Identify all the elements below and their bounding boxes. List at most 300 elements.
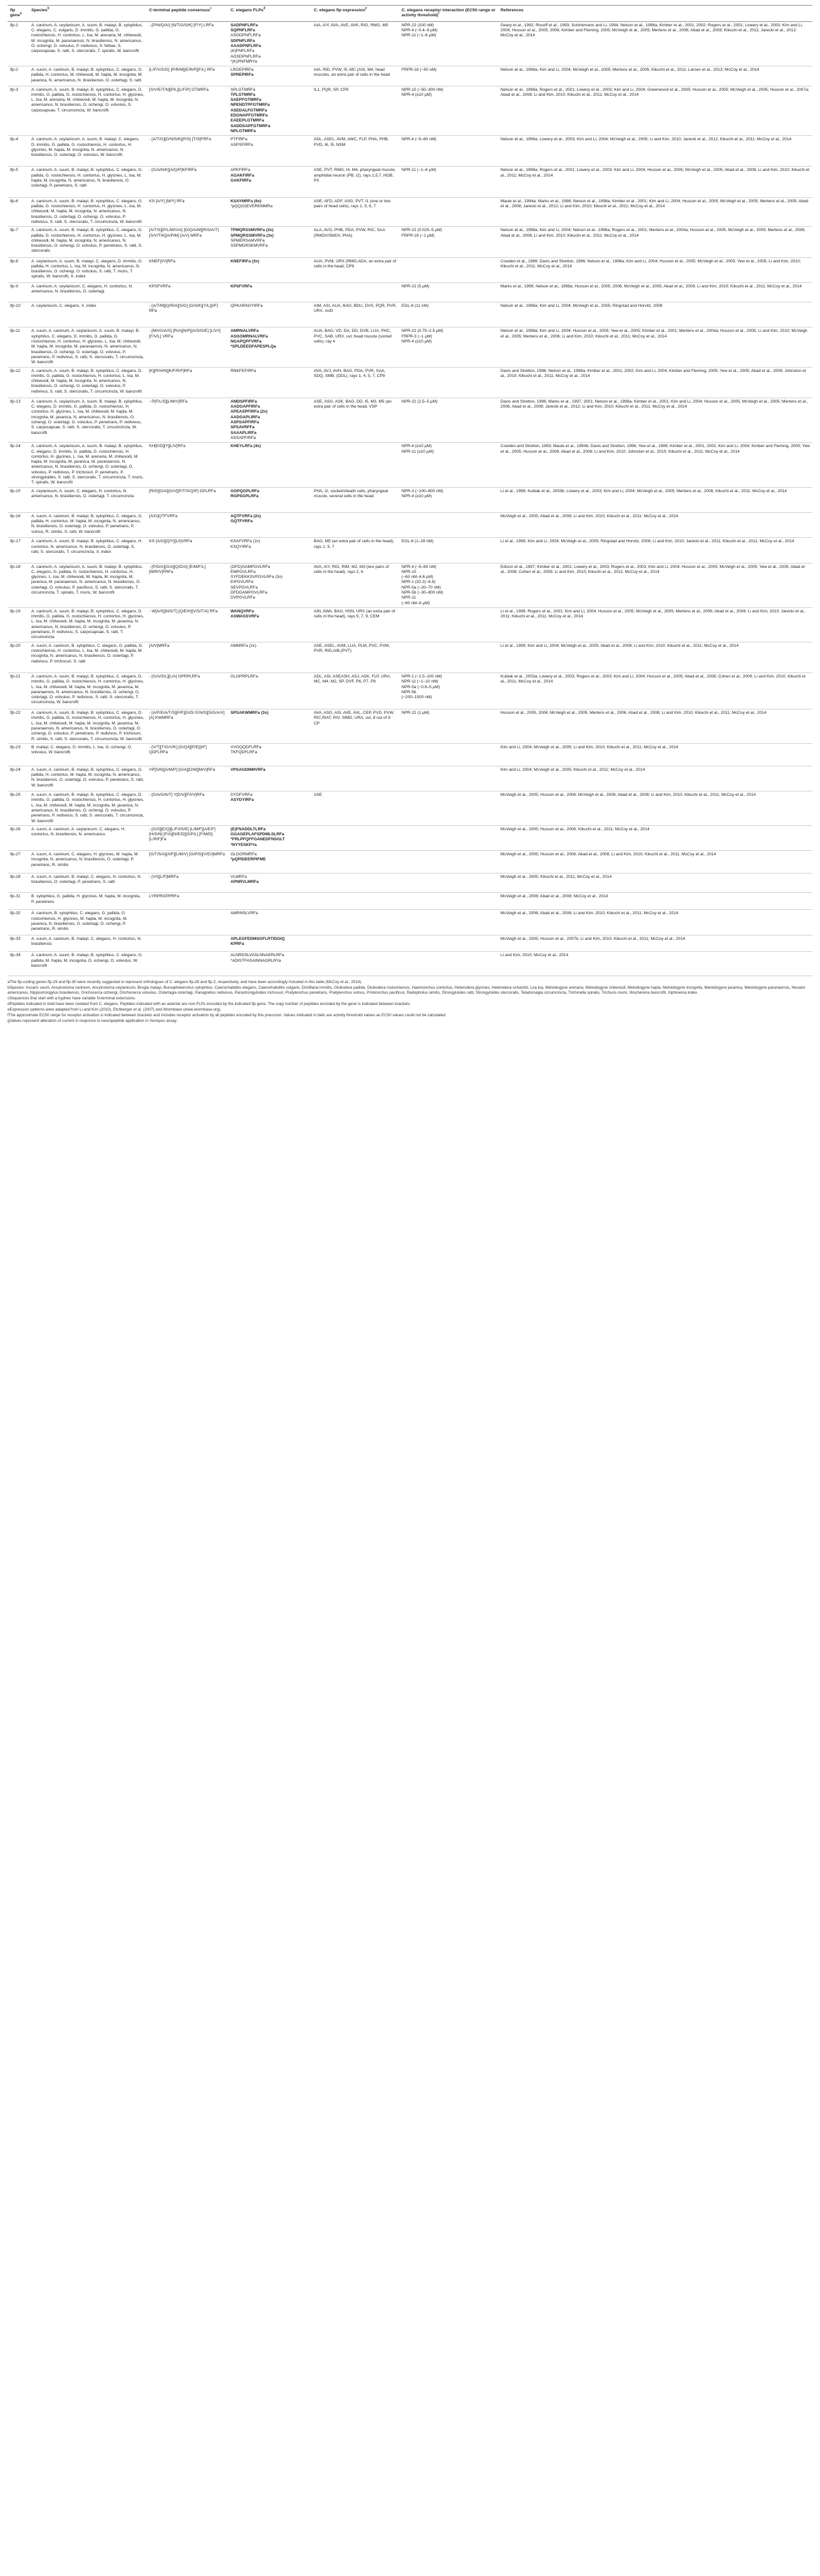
references-cell: Li et al., 1999; Rogers et al., 2001; Kim and Li, 2004; Husson et al., 2005; McVeigh et al., 2005; Mertens et al., 2006; Abad et al., 2008; Li and Kim, 2010; Jarecki et al., 2011; Kikuchi et al., 2011; McCoy et al., 2014: [498, 607, 812, 642]
peptide-item: NPLGTMRFa: [231, 128, 256, 133]
receptor-cell: NPR-22 (1 µM): [399, 709, 498, 744]
peptide-item: (E)FNADDLTLRFa: [231, 827, 266, 832]
gene-cell: flp-32: [8, 910, 29, 935]
references-cell: Cowden et al., 1989; Davis and Stretton, 1996; Nelson et al., 1998a; Kim and Li, 2004; Husson et al., 2005; McVeigh et al., 2005; Yew et al., 2005; Li and Kim, 2010; Kikuchi et al., 2011; McCoy et al., 2014: [498, 257, 812, 282]
flps-cell: [228, 766, 311, 791]
gene-cell: flp-15: [8, 487, 29, 512]
table-row: [8, 227, 812, 257]
peptide-item: KHEYLRFa (4x): [231, 444, 261, 449]
gene-cell: flp-24: [8, 766, 29, 791]
flps-cell: [228, 282, 311, 302]
table-row: [8, 443, 812, 487]
receptor-cell: NPR-22 (5 µM): [399, 282, 498, 302]
peptide-item: SPSAVRFFa: [231, 425, 255, 430]
consensus-cell: [147, 910, 228, 935]
peptide-item: TPLGTMRFa: [231, 92, 256, 97]
flps-cell: [228, 952, 311, 976]
peptide-item: ALNRDSLVASLNNAERLRFa: [231, 953, 284, 958]
expression-cell: AUA, PVM, URX (RMG,ADA, an extra pair of cells in the head, CP9: [311, 257, 399, 282]
species-cell: A. caninum, A. suum, B. malayi, B. xylophilus, C. elegans, G. pallida, G. rostochiensis, H. contortus, H. glycines, L. loa, M. hapla, M. incognita, N. americanus, N. brasiliensis, O. ostertagi, P. penetrans, S. ratti: [29, 167, 147, 197]
peptide-item: ASGGMRNALVRFa: [231, 334, 268, 339]
footnotes: [8, 980, 812, 1024]
expression-cell: AVA, AIY, RIG, RIM, M2, M3 (two pairs of cells in the head), rays 2, 6: [311, 563, 399, 607]
receptor-cell: [399, 257, 498, 282]
species-cell: A. caninum, A. suum, B. malayi, B. xylophilus, C. elegans, G. pallida, G. rostochiensis, H. contortus, H. glycines, L. loa, M. chitwoodi, M. hapla, M. incognita, N. americanus, N. brasiliensis, O. ostertagi, O. ochengi, O. volvulus, P. redivivus, S. ratti, S. stercoralis, T. circumcincta, W. bancrofti: [29, 197, 147, 226]
peptide-item: AADGAPLIRFa: [231, 415, 260, 420]
consensus-cell: - [P/N/Q/A/] [N/T/G/S/K] [F/Y] LRFa: [147, 21, 228, 66]
gene-cell: flp-22: [8, 709, 29, 744]
peptide-item: (K)PNFLRFa: [231, 49, 255, 54]
gene-cell: flp-11: [8, 327, 29, 367]
consensus-cell: - [A/T/M][Q/R/A][S/G] [G/S/K][Y/L][I/F] RFa: [147, 302, 228, 327]
header-consensus: C-terminal peptide consensus$^c$: [147, 6, 228, 22]
species-cell: A. suum, A. caninum, A. ceylanicum, A. suum, B. malayi, B. xylophilus, C. elegans, D. immitis, G. pallida, G. rostochiensis, H. contortus, H. glycines, L. loa, M. chitwoodi, M. hapla, M. incognita, M. paranaensis, N. americanus, N. brasiliensis, O. ochengi, O. ostertagi, O. volvulus, P. penetrans, P. redivivus, S. ratti, S. stercoralis, T. circumcincta, W. bancrofti: [29, 327, 147, 367]
peptide-item: SPLGTMRFa: [231, 87, 256, 92]
flps-cell: [228, 136, 311, 167]
peptide-item: *NYYESKPYa: [231, 842, 257, 847]
gene-cell: flp-23: [8, 743, 29, 766]
peptide-item: AADGAPFIRFa: [231, 404, 260, 410]
receptor-cell: [399, 642, 498, 672]
expression-cell: ASE, PVT, RMG, I4, M4, pharyngeal muscle, amphidial neuron (PB, I2), rays 1,5,7, HOB, PII: [311, 167, 399, 197]
expression-cell: [311, 282, 399, 302]
table-row: [8, 607, 812, 642]
gene-cell: flp-18: [8, 563, 29, 607]
header-expression: C. elegans flp expression$^e$: [311, 6, 399, 22]
consensus-cell: VP[S/N][A/M/P] [G/A][D/M][M/V]RFa: [147, 766, 228, 791]
expression-cell: ASE, ASG, ASK, BAG, DD, I5, M3, M5 (an extra pair of cells in the head, VSP: [311, 398, 399, 442]
table-row: [8, 66, 812, 86]
table-header-row: [8, 6, 812, 22]
peptide-item: GGPQGPLRFa: [231, 488, 259, 493]
header-references: References: [498, 6, 812, 22]
peptide-item: DYDFVRFa: [231, 793, 252, 798]
table-row: [8, 538, 812, 563]
table-row: [8, 21, 812, 66]
peptide-item: PTFIRFa: [231, 137, 247, 142]
receptor-cell: NPR-4 (≥10 µM) NPR-11 (≥10 µM): [399, 443, 498, 487]
species-cell: A. ceylanicum, A. suum, C. elegans, H. contortus, N. americanus, N. brasiliensis, O. ostertagi, T. circumcincta: [29, 487, 147, 512]
footnote: dPeptides indicated in bold have been isolated from C. elegans. Peptides indicated with an asterisk are non-FLPs encoded by the indicated flp gene. The copy number of peptides encoded by the gene is indicated between brackets.: [8, 1001, 411, 1006]
gene-cell: flp-13: [8, 398, 29, 442]
table-row: [8, 791, 812, 826]
consensus-cell: [G/T/S/A][A/F][L/M/V] [G/P/S][V/E/I]MRFa: [147, 851, 228, 873]
peptide-item: TPMQRSSMVRFa (2x): [231, 228, 274, 233]
references-cell: Nelson et al., 1998a; Rogers et al., 2001; Lowery et al., 2003; Kim and Li, 2004; Husson et al., 2005; McVeigh et al., 2005; Abad et al., 2008; Li and Kim, 2010; Kikuchi et al., 2011; McCoy et al., 2014: [498, 167, 812, 197]
species-cell: A. suum, A. caninum, B. malayi, C. elegans, H. contortus, N. brasiliensis: [29, 935, 147, 952]
peptide-item: TKFQDFLRFa: [231, 750, 257, 755]
header-gene: flp gene$^a$: [8, 6, 29, 22]
table-row: [8, 910, 812, 935]
references-cell: McVeigh et al., 2005; Husson et al., 2006; Kikuchi et al., 2011; McCoy et al., 2014: [498, 825, 812, 850]
footnote: bSpecies: Ascaris suum, Ancylostoma caninum, Ancylostoma ceylanicum, Brugia malayi, Bursaphelenchus xylophilus, Caenorhabditis elegans, Caenorhabditis vulgaris, Dirofilaria immitis, Globodera pallida, Globodera rostochiensis, Haemonchus contortus, Heterodera glycines, Heterodera schachtii, Loa loa, Meloidogyne arenaria, Meloidogyne chitwoodi, Meloidogyne hapla, Meloidogyne incognita, Meloidogyne javanica, Meloidogyne paranaensis, Necator americanus, Nippostrongylus brasiliensis, Onchocerca ochengi, Onchocerca volvulus, Ostertagia ostertagi, Panagrellus redivivus, Parastrongyloides trichosuri, Pratylenchus penetrans, Pratylenchus vulnus, Pristionchus pacificus, Radopholus similis, Strongyloides ratti, Strongyloides stercoralis, Teladorsagia circumcincta, Trichinella spiralis, Trichuris muris, Wuchereria bancrofti, Xiphinema index.: [8, 985, 806, 995]
references-cell: McVeigh et al., 2005; Husson et al., 2006; Abad et al., 2008; Li and Kim, 2010; Kikuchi et al., 2011; McCoy et al., 2014: [498, 851, 812, 873]
peptide-item: SDPNFLRFa: [231, 38, 255, 43]
receptor-cell: [399, 893, 498, 910]
expression-cell: ADL, ASI, ASEASH, ASJ, ASK, FLP, URA, MC, M4, M2, SP, DVF, P6, P7, P9: [311, 672, 399, 709]
table-row: [8, 327, 812, 367]
consensus-cell: - [P/D/A][G/A][Q/D/A] [E/M/F/L][M/R/V]FRFa: [147, 563, 228, 607]
species-cell: A. caninum, A. suum, B. malayi, B. xylophilus, C. elegans, G. pallida, M. hapla, M. incognita, O. ochengi, O. volvulus, W. bancrofti: [29, 952, 147, 976]
flps-cell: [228, 512, 311, 537]
expression-cell: AVA, ASG, ASI, AVE, AVL, CEP, PVD, PVW, RIC,RIAT, RIV, SIMD, URA, uvl, 8 out of 9 CP: [311, 709, 399, 744]
receptor-cell: [399, 873, 498, 893]
receptor-cell: [399, 952, 498, 976]
species-cell: A. caninum, A. ceylanicum, A. suum, B. malayi, C. elegans, D. immitis, G. pallida, G. rostochiensis, H. contortus, H. glycines, M. hapla, M. incognita, N. americanus, N. brasiliensis, O. ostertagi, O. volvulus, W. bancrofti: [29, 136, 147, 167]
species-cell: A. caninum, A. ceylanicum, A. suum, B. malayi, B. xylophilus, C. elegans, D. immitis, G. pallida, G. rostochiensis, H. contortus, H. glycines, L. loa, M. chitwoodi, M. hapla, M. incognita, M. javanica, N. americanus, N. brasiliensis, O. ochengi, O. ostertagi, O. volvulus, P. penetrans, P. redivivus, S. carpocapsae, S. ratti, S. stercoralis, T. circumcincta, W. bancrofti: [29, 398, 147, 442]
receptor-cell: [399, 851, 498, 873]
footnote: cSequences that start with a hyphen have variable N-terminal extensions.: [8, 996, 137, 1001]
species-cell: A. suum, A. caninum, C. elegans, H. glycines, M. hapla, M. incognita, N. americanus, N. brasiliensis, O. ostertagi, P. penetrans, R. similis: [29, 851, 147, 873]
consensus-cell: [A/G]QTFVRFa: [147, 512, 228, 537]
expression-cell: [311, 893, 399, 910]
expression-cell: AVA, AVJ, AVH, BAG, PDA, PVR, SAA, SDQ, SMB, (DDL), rays 1, 4, 5, 7, CP9: [311, 367, 399, 398]
flps-cell: [228, 538, 311, 563]
peptide-item: APLEGFEDMSGFLRTIDGIQ: [231, 936, 285, 941]
footnote: fThe approximate EC50 range for receptor activation is indicated between brackets and includes receptor activation by all peptides encoded by this precursor. Values indicated in italic are activity threshold values as EC50 values could not be calculated.: [8, 1012, 447, 1018]
peptide-item: NGAPQPFVRFa: [231, 339, 262, 344]
peptide-item: *FRLPFQFFGANEDFNSGLT: [231, 837, 285, 842]
species-cell: A. caninum, B. xylophilus, C. elegans, G. pallida, G. rostochiensis, H. glycines, M. hapla, M. incognita, M. javanica, N. brasiliensis, O. ostertagi, O. ochengi, P. penetrans, R. similis: [29, 910, 147, 935]
consensus-cell: - [D/A/S/N/T] Y[D/V][F/I/V]RFa: [147, 791, 228, 826]
gene-cell: flp-12: [8, 367, 29, 398]
references-cell: Davis and Stretton, 1996; Nelson et al., 1998a; Kimber et al., 2001, 2002; Kim and Li, 2004; Kimber and Fleming, 2005; Yew et al., 2005; Abad et al., 2008; Johnston et al., 2010; Kikuchi et al., 2011; McCoy et al., 2014: [498, 367, 812, 398]
species-cell: A. caninum, A. suum, B. malayi, B. xylophilus, C. elegans, D. immitis, G. pallida, G. rostochiensis, H. contortus, H. glycines, L. loa, M. chitwoodi, M. hapla, M. incognita, M. javanica, M. paranaensis, N. americanus, N. brasiliensis, O. ochengi, O. ostertagi, O. volvulus, P. redivivus, S. ratti, S. stercoralis, T. circumcincta, W. bancrofti: [29, 672, 147, 709]
table-row: [8, 563, 812, 607]
header-flps: C. elegans FLPs$^d$: [228, 6, 311, 22]
flps-cell: [228, 910, 311, 935]
flp-table-container: [8, 5, 812, 1024]
references-cell: McVeigh et al., 2005; Husson et al., 2006; McVeigh et al., 2006; Abad et al., 2008; Li and Kim, 2010; Kikuchi et al., 2011; McCoy et al., 2014: [498, 791, 812, 826]
consensus-cell: KNEF[I/V]RFa: [147, 257, 228, 282]
flps-cell: [228, 709, 311, 744]
table-row: [8, 86, 812, 136]
table-row: [8, 257, 812, 282]
references-cell: Davis and Stretton, 1996; Marks et al., 1997, 2001; Nelson et al., 1998a; Kimber et al., 2001; Kim and Li, 2004; Husson et al., 2005; McVeigh et al., 2005; Mertens et al., 2006; Abad et al., 2008; Jarecki et al., 2012; Li and Kim, 2010; Kikuchi et al., 2011; McCoy et al., 2014: [498, 398, 812, 442]
peptide-item: ASYDYIRFa: [231, 798, 254, 803]
consensus-cell: - W[A/S][N/S/T] [Q/E/H][V/S/T/A] RFa: [147, 607, 228, 642]
peptide-item: SAEPFGTMRFa: [231, 98, 262, 103]
peptide-item: AQTFVRFa (2x): [231, 513, 261, 518]
flps-cell: [228, 935, 311, 952]
receptor-cell: NPR-3 (~100–600 nM) NPR-4 (≥10 µM): [399, 487, 498, 512]
expression-cell: ALA, AVG, PHB, PDA, PVW, RIC, SAA (RMDV/SMDV, PHA): [311, 227, 399, 257]
expression-cell: AUA, BAG, VD, DA, DD, DVB, LUA, PHC, PVC, SAB, URX, uvl, head muscle (socket cells), ray 4: [311, 327, 399, 367]
table-row: [8, 672, 812, 709]
peptide-item: RGPSGPLRFa: [231, 493, 259, 498]
receptor-cell: [399, 910, 498, 935]
table-row: [8, 282, 812, 302]
table-row: [8, 367, 812, 398]
consensus-cell: [L/F/V/S/G] [P/R/M][E/R/P][F/L] RFa: [147, 66, 228, 86]
flps-cell: [228, 672, 311, 709]
consensus-cell: - [M/I/G/A/S] [R/A][N/P][A/S/G/E] [L/V/I][F/V/L] VRFa: [147, 327, 228, 367]
species-cell: A. ceylanicum, C. elegans, X. index: [29, 302, 147, 327]
consensus-cell: [S/V/E/T/N][P/L][L/F/P] GTMRFa: [147, 86, 228, 136]
table-row: [8, 893, 812, 910]
expression-cell: [311, 766, 399, 791]
table-row: [8, 873, 812, 893]
peptide-item: ASPSFIRFa: [231, 142, 253, 147]
table-row: [8, 487, 812, 512]
gene-cell: flp-5: [8, 167, 29, 197]
gene-cell: flp-31: [8, 893, 29, 910]
gene-cell: flp-26: [8, 825, 29, 850]
gene-cell: flp-9: [8, 282, 29, 302]
receptor-cell: [399, 743, 498, 766]
receptor-cell: [399, 367, 498, 398]
gene-cell: flp-3: [8, 86, 29, 136]
flps-cell: [228, 487, 311, 512]
species-cell: A. suum, A. caninum, B. malayi, C. elegans, H. contortus, N. brasiliensis, O. ostertagi, P. penetrans, S. ratti: [29, 873, 147, 893]
flps-cell: [228, 302, 311, 327]
gene-cell: flp-8: [8, 257, 29, 282]
expression-cell: AIN, AWA, BAG, HSN, URX (an extra pair of cells in the head), rays 5, 7, 9, CEM: [311, 607, 399, 642]
consensus-cell: [147, 935, 228, 952]
gene-cell: flp-28: [8, 873, 29, 893]
expression-cell: [311, 935, 399, 952]
expression-cell: ASE, ASEL, AVM, LUA, PLM, PVC, PVM, PVR, RID,AIB,(PVT): [311, 642, 399, 672]
consensus-cell: - [G/S][E/Q][L/F/I/S/E] [L/M/F][A/E/F][H/S/N] [F/A][N/E/D][S/P/L] [F/M/D][L/R/F]Fa: [147, 825, 228, 850]
species-cell: A. ceylanicum, A. suum, B. malayi, C. elegans, D. immitis, G. pallida, H. contortus, L. loa, M. incognita, N. americanus, N. brasiliensis, O. ochengi, O. volvulus, S. ratti, T. muris, T. spiralis, W. bancrofti, X. index: [29, 257, 147, 282]
receptor-cell: NPR-22 (0.025–5 µM) FRPR-19 (~1 µM): [399, 227, 498, 257]
peptide-item: WANQVRFa: [231, 609, 254, 614]
expression-cell: ADL, ASEL, AVM, AWC, FLP, PHA, PHB, PVD, I6, I5, NSM: [311, 136, 399, 167]
expression-cell: [311, 851, 399, 873]
references-cell: Husson et al., 2005, 2006; McVeigh et al., 2005; Mertens et al., 2006; Abad et al., 2008; Li and Kim, 2010; Kikuchi et al., 2011; McCoy et al., 2014: [498, 709, 812, 744]
gene-cell: flp-19: [8, 607, 29, 642]
references-cell: Cowden and Stretton, 1993; Maule et al., 1994b; Davis and Stretton, 1996; Yew et al., 1999; Kimber et al., 2001, 2002; Kim and Li, 2004; Kimber and Fleming, 2005; Yew et al., 2005; Husson et al., 2006; Abad et al., 2008; Li and Kim, 2010; Johnston et al., 2010; Kikuchi et al., 2011; McCoy et al., 2014: [498, 443, 812, 487]
receptor-cell: FRPR-18 (~50 nM): [399, 66, 498, 86]
expression-cell: [311, 512, 399, 537]
peptide-item: DVPGVLRFa: [231, 595, 256, 600]
expression-cell: ASE, AFD, ADF, ASG, PVT, I1 (one or two pairs of head cells), rays 2, 5, 6, 7: [311, 197, 399, 226]
references-cell: Nelson et al., 1998a; Kim and Li, 2004; Husson et al., 2005; Yew et al., 2005; Kimber et al., 2001; Mertens et al., 2004a; Husson et al., 2005; Li and Kim, 2010; McVeigh et al., 2005; Mertens et al., 2006; Li and Kim, 2010; Kikuchi et al., 2011; McCoy et al., 2014: [498, 327, 812, 367]
species-cell: A. caninum, A. suum, B. malayi, B. xylophilus, C. elegans, D. immitis, G. pallida, G. rostochiensis, H. contortus, H. glycines, L. loa, M. arenaria, M. chitwoodi, M. hapla, M. incognita, N. americanus, N. brasiliensis, O. ochengi, O. volvulus, S. carpocapsae, T. circumcincta, W. bancrofti: [29, 86, 147, 136]
peptide-item: RNKFEFIRFa: [231, 368, 256, 373]
table-row: [8, 935, 812, 952]
peptide-item: SADPNFLRFa: [231, 23, 258, 28]
peptide-item: KPRFa: [231, 941, 244, 946]
table-row: [8, 851, 812, 873]
flps-cell: [228, 873, 311, 893]
peptide-item: KPSFVRFa: [231, 284, 252, 289]
flp-gene-table: [8, 5, 812, 976]
flps-cell: [228, 398, 311, 442]
species-cell: A. caninum, A. suum, B. malayi, B. xylophilus, C. elegans, D. immitis, G. pallida, G. rostochiensis, H. contortus, H. glycines, L. loa, M. chitwoodi, M. hapla, M. incognita, M. javanica, N. americanus, N. brasiliensis, O. ochengi, O. volvulus, P. penetrans, P. redivivus, S. carpocapsae, S. ratti, T. circumcincta: [29, 607, 147, 642]
expression-cell: AIA, RID, PVW, I5, MC (ASI, M4, head muscles, an extra pair of cells in the head: [311, 66, 399, 86]
peptide-item: KNEFIRFa (3x): [231, 259, 259, 264]
peptide-item: AGAKFIRFa: [231, 173, 254, 178]
receptor-cell: [399, 197, 498, 226]
peptide-item: (DFD)GAMPGVLRFa: [231, 564, 271, 569]
flps-cell: [228, 167, 311, 197]
flps-cell: [228, 327, 311, 367]
expression-cell: [311, 443, 399, 487]
references-cell: Kim and Li, 2004; McVeigh et al., 2005; Kikuchi et al., 2011; McCoy et al., 2014: [498, 766, 812, 791]
receptor-cell: [399, 935, 498, 952]
peptide-item: LRGEPIRFa: [231, 68, 254, 73]
peptide-item: AMRNSLVRFa: [231, 911, 258, 916]
references-cell: Nelson et al., 1998a; Rogers et al., 2001; Lowery et al., 2003; Kim and Li, 2004; Greenwood et al., 2005; Husson et al., 2005; McVeigh et al., 2005; Husson et al., 2007a; Abad et al., 2008; Li and Kim, 2010; Kikuchi et al., 2011; McCoy et al., 2014: [498, 86, 812, 136]
references-cell: Kim and Li, 2004; McVeigh et al., 2005; Li and Kim, 2010; Kikuchi et al., 2011; McCoy et al., 2014: [498, 743, 812, 766]
peptide-item: ASSAPFIRFa: [231, 435, 256, 440]
consensus-cell: KS [A/Y] [M/Y] RFa: [147, 197, 228, 226]
peptide-item: KSAFVRFa (2x): [231, 539, 261, 544]
peptide-item: SSPMDRSKMVRFa: [231, 244, 268, 249]
peptide-item: KSQYIRFa: [231, 544, 251, 549]
expression-cell: AIM, ASI, AUA, BAG, BDU, DVS, PQR, PVR, URX, vulD: [311, 302, 399, 327]
expression-cell: [311, 825, 399, 850]
references-cell: McVeigh et al., 2006; Abad et al., 2008; Li and Kim, 2010; Kikuchi et al., 2011; McCoy et al., 2014: [498, 910, 812, 935]
peptide-item: EDGNAPFGTMRFa: [231, 113, 268, 118]
peptide-item: SPSAKWMRFa (3x): [231, 711, 269, 716]
peptide-item: SADDSAPFGTMRFa: [231, 123, 271, 128]
flps-cell: [228, 563, 311, 607]
species-cell: A. caninum, A. ceylanicum, A. suum, B. malayi, B. xylophilus, C. elegans, D. immitis, G. pallida, G. rostochiensis, H. contortus, H. glycines, L. loa, M. arenaria, M. chitwoodi, M. hapla, M. incognita, M. javanica, M. paranaensis, N. americanus, N. brasiliensis, O. ochengi, O. ostertagi, O. volvulus, P. redivivus, P. trichosuri, P. penetrans, P. strongyloides, S. ratti, S. stercoralis, T. circumcincta, T. muris, T. spiralis, W. bancrofti: [29, 443, 147, 487]
gene-cell: flp-6: [8, 197, 29, 226]
species-cell: A. suum, A. caninum, A. ceylanicum, C. elegans, H. contortus, N. brasiliensis, N. americanus: [29, 825, 147, 850]
peptide-item: *SPLDEEDFAPESPLQa: [231, 344, 276, 349]
footnote: aThe flp-coding genes flp-29 and flp-30 were recently suggested to represent orthologues of C. elegans flp-28 and flp-2, respectively, and have been accordingly included in this table (McCoy et al., 2014).: [8, 979, 363, 984]
species-cell: A. caninum, A. ceylanicum, A. suum, B. malayi, B. xylophilus, C. elegans, G. pallida, G. rostochiensis, H. contortus, H. glycines, L. loa, M. chitwoodi, M. hapla, M. incognita, M. javanica, M. paranaensis, N. americanus, N. brasiliensis, O. ostertagi, O. volvulus, P. pacificus, S. ratti, S. stercoralis, T. circumcincta, T. spiralis, T. muris, W. bancrofti: [29, 563, 147, 607]
gene-cell: flp-4: [8, 136, 29, 167]
references-cell: McVeigh et al., 2005; Husson et al., 2007b; Li and Kim, 2010; Kikuchi et al., 2011; McCoy et al., 2014: [498, 935, 812, 952]
peptide-item: SPMQRSSMVRFa (3x): [231, 233, 274, 238]
peptide-item: *pQPIDEERPIFME: [231, 857, 266, 862]
table-row: [8, 136, 812, 167]
gene-cell: flp-33: [8, 935, 29, 952]
peptide-item: AMMRFa (2x): [231, 643, 257, 648]
flps-cell: [228, 86, 311, 136]
flps-cell: [228, 66, 311, 86]
expression-cell: AIA, AIY, AVA, AVE, AVK, RIG, RMG, M5: [311, 21, 399, 66]
peptide-item: GLGPRPLRFa: [231, 674, 258, 679]
references-cell: Kubiak et al., 2003a; Lowery et al., 2003; Rogers et al., 2003; Kim and Li, 2004; Husson et al., 2005; Abad et al., 2008; Cohen et al., 2009; Li and Kim, 2010; Kikuchi et al., 2011; McCoy et al., 2014: [498, 672, 812, 709]
references-cell: Edison et al., 1997; Kimber et al., 2001; Lowery et al., 2003; Rogers et al., 2003; Kim and Li, 2004; Husson et al., 2005; McVeigh et al., 2005; Yew et al., 2005; Abad et al., 2008; Cohen et al., 2009; Li and Kim, 2010; Kikuchi et al., 2011; McCoy et al., 2014: [498, 563, 812, 607]
consensus-cell: - [V/T][T/G/V/K] [G/Q/I][P/E][I/F] QDFLRFa: [147, 743, 228, 766]
species-cell: A. caninum, A. suum, B. malayi, B. xylophilus, C. elegans, H. contortus, N. americanus, N. brasiliensis, O. ostertagi, S. ratti, S. stercoralis, T. circumcincta, X. index: [29, 538, 147, 563]
gene-cell: flp-7: [8, 227, 29, 257]
flps-cell: [228, 227, 311, 257]
species-cell: B. xylophilus, G. pallida, H. glycines, M. hapla, M. incognita, P. penetrans: [29, 893, 147, 910]
receptor-cell: NPR-4 (~5–80 nM) NPR-10 (~60 nM–4.6 µM) NPR-1 (32.2(~6.8) NPR-5a (~20–70 nM) NPR-5b (~30–800 nM) NPR-11 (~80 nM–8 µM): [399, 563, 498, 607]
header-receptor: C. elegans receptor interaction (EC50 range or activity threshold)$^f$: [399, 6, 498, 22]
peptide-item: KSAYMRFa (6x): [231, 198, 262, 204]
references-cell: Li and Kim, 2010; McCoy et al., 2014: [498, 952, 812, 976]
receptor-cell: [399, 825, 498, 850]
peptide-item: EAEEPLGTMRFa: [231, 118, 264, 123]
gene-cell: flp-17: [8, 538, 29, 563]
peptide-item: DFDGAMPGVLRFa: [231, 590, 267, 595]
peptide-item: VLMRFa: [231, 875, 247, 880]
flps-cell: [228, 21, 311, 66]
receptor-cell: [399, 766, 498, 791]
consensus-cell: KPSFVRFa: [147, 282, 228, 302]
flps-cell: [228, 257, 311, 282]
receptor-cell: NPR-11 (~1–6 µM): [399, 167, 498, 197]
gene-cell: flp-25: [8, 791, 29, 826]
peptide-item: AAADPNFLRFa: [231, 44, 261, 48]
receptor-cell: NPR-22 (2.5–5 µM): [399, 398, 498, 442]
peptide-item: GGAGEPLAFSPDMLSLRFa: [231, 832, 284, 837]
receptor-cell: NPR-22 (0.75–2.5 µM) FRPR-3 (~1 µM) NPR-4 (≥10 µM): [399, 327, 498, 367]
peptide-item: EIPGVLRFa: [231, 580, 254, 585]
peptide-item: APEASPFIRFa (2x): [231, 410, 267, 415]
peptide-item: SPMERSAMVRFa: [231, 238, 265, 243]
expression-cell: [311, 952, 399, 976]
table-row: [8, 167, 812, 197]
receptor-cell: [399, 791, 498, 826]
references-cell: Li et al., 1999; Kim and Li, 2004; McVeigh et al., 2005; Ringstad and Horvitz, 2008; Li and Kim, 2010; Jarecki et al., 2011; Kikuchi et al., 2011; McCoy et al., 2014: [498, 538, 812, 563]
peptide-item: EMPGVLRFa: [231, 569, 256, 574]
flps-cell: [228, 893, 311, 910]
peptide-item: SAAAPLIRFa: [231, 430, 257, 435]
peptide-item: QPKARSGYIRFa: [231, 304, 263, 309]
gene-cell: flp-2: [8, 66, 29, 86]
receptor-cell: [399, 512, 498, 537]
references-cell: Li et al., 1999; Kubiak et al., 2003b; Lowery et al., 2003; Kim and Li, 2004; McVeigh et al., 2005; Mertens et al., 2006; Kikuchi et al., 2011; McCoy et al., 2014: [498, 487, 812, 512]
expression-cell: BAG, M5 (an extra pair of cells in the head), rays 1, 5, 7: [311, 538, 399, 563]
flps-cell: [228, 197, 311, 226]
table-row: [8, 398, 812, 442]
references-cell: Nelson et al., 1998a; Lowery et al., 2003; Kim and Li, 2004; McVeigh et al., 2005; Li and Kim, 2010; Jarecki et al., 2012; Kikuchi et al., 2011; McCoy et al., 2014: [498, 136, 812, 167]
references-cell: Marks et al., 1999; Nelson et al., 1998a; Husson et al., 2005, 2006; McVeigh et al., 2005; Abad et al., 2008; Li and Kim, 2010; Kikuchi et al., 2011; McCoy et al., 2014: [498, 282, 812, 302]
consensus-cell: - [G/A/N/K][A/Q/P]KFIRFa: [147, 167, 228, 197]
peptide-item: VVGQQDFLRFa: [231, 744, 262, 750]
table-row: [8, 743, 812, 766]
gene-cell: flp-21: [8, 672, 29, 709]
references-cell: Li et al., 1999; Kim and Li, 2004; McVeigh et al., 2005; Abad et al., 2008; Li and Kim, 2010; Kikuchi et al., 2011; McCoy et al., 2014: [498, 642, 812, 672]
peptide-item: AMDSPFIRFa: [231, 399, 257, 404]
species-cell: B. malayi, C. elegans, D. immitis, L. loa, O. ochengi, O. volvulus, W. bancrofti: [29, 743, 147, 766]
footnote: gValues represent alteration of current in response to neuropeptide application in Xenopus assay.: [8, 1018, 178, 1023]
gene-cell: flp-10: [8, 302, 29, 327]
species-cell: A. suum, A. caninum, B. malayi, B. xylophilus, C. elegans, G. pallida, H. contortus, M. hapla, M. incognita, N. americanus, N. brasiliensis, O. ostertagi, O. volvulus, P. penetrans, P. vulnus, R. similis, S. ratti, W. bancrofti: [29, 512, 147, 537]
peptide-item: GLGGRMRFa: [231, 852, 257, 857]
consensus-cell: [K][R/H/N][K/F/R/F]RFa: [147, 367, 228, 398]
references-cell: Nelson et al., 1998a; Kim and Li, 2004; McVeigh et al., 2005; Mertens et al., 2005; Kikuchi et al., 2011; Larsen et al., 2013; McCoy et al., 2014: [498, 66, 812, 86]
species-cell: A. suum, A. caninum, B. malayi, B. xylophilus, C. elegans, G. pallida, H. contortus, M. hapla, M. incognita, N. americanus, N. brasiliensis, O. ostertagi, O. volvulus, P. penetrans, S. ratti, W. bancrofti: [29, 766, 147, 791]
gene-cell: flp-1: [8, 21, 29, 66]
flps-cell: [228, 642, 311, 672]
header-species: Species$^b$: [29, 6, 147, 22]
gene-cell: flp-20: [8, 642, 29, 672]
gene-cell: flp-27: [8, 851, 29, 873]
references-cell: Maule et al., 1994a; Marks et al., 1998; Nelson et al., 1998a; Kimber et al., 2001; Kim and Li, 2004; Husson et al., 2005; McVeigh et al., 2005; Mertens et al., 2005; Abad et al., 2008; Jarecki et al., 2012; Li and Kim, 2010; Kikuchi et al., 2011; McCoy et al., 2014: [498, 197, 812, 226]
peptide-item: APNRVLMRFa: [231, 880, 259, 885]
peptide-item: *ADISTFASAINNAGRLRYa: [231, 958, 281, 963]
expression-cell: IL1, PQR, SP, CP9: [311, 86, 399, 136]
table-row: [8, 642, 812, 672]
peptide-item: ASPSAPFIRFa: [231, 420, 259, 425]
species-cell: A. suum, A. caninum, B. malayi, B. xylophilus, C. elegans, D. immitis, G. pallida, G. rostochiensis, H. contortus, H. glycines, L. loa, M. chitwoodi, M. hapla, M. incognita, M. javanica, N. americanus, N. brasiliensis, O. ochengi, O. volvulus, P. penetrans, P. redivivus, S. ratti, S. stercoralis, T. circumcincta, W. bancrofti: [29, 791, 147, 826]
consensus-cell: - [G/A/S/L][L/A] GPRPLRFa: [147, 672, 228, 709]
flps-cell: [228, 607, 311, 642]
peptide-item: *pQQ(S)EVEREMMRa: [231, 204, 273, 209]
flps-cell: [228, 443, 311, 487]
table-row: [8, 512, 812, 537]
receptor-cell: NPR-4 (~5–60 nM): [399, 136, 498, 167]
references-cell: McVeigh et al., 2005; Kikuchi et al., 2011; McCoy et al., 2014: [498, 873, 812, 893]
table-row: [8, 766, 812, 791]
receptor-cell: [399, 607, 498, 642]
species-cell: A. caninum, A. suum, B. malayi, B. xylophilus, C. elegans, D. immitis, G. pallida, G. rostochiensis, H. contortus, H. glycines, L. loa, M. chitwoodi, M. hapla, M. incognita, M. javanica, M. paranaensis, N. americanus, N. brasiliensis, O. ostertagi, O. ochengi, O. volvulus, P. penetrans, P. redivivus, P. trichosuri, R. similis, S. ratti, S. stercoralis, T. circumcincta, W. bancrofti: [29, 709, 147, 744]
receptor-cell: EGL-6 (1–28 nM): [399, 538, 498, 563]
consensus-cell: LYRPRGPPRFa: [147, 893, 228, 910]
peptide-item: APKFIRFa: [231, 168, 251, 173]
table-row: [8, 952, 812, 976]
